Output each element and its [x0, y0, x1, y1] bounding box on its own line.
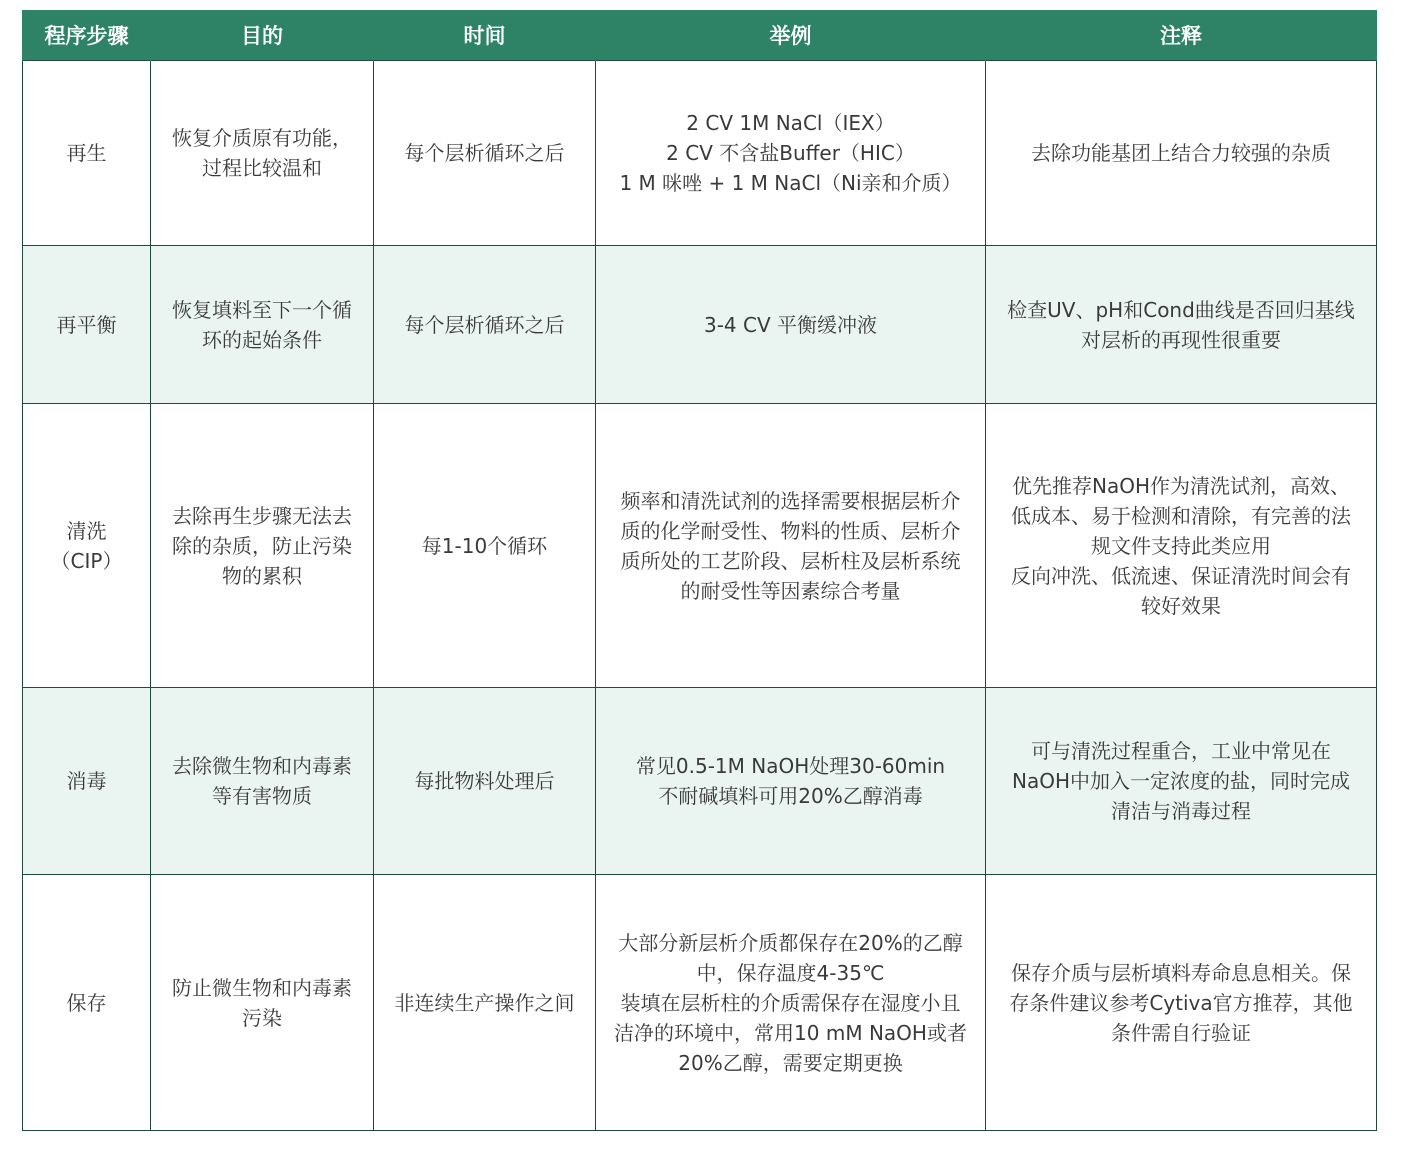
- cell-note: [986, 246, 1377, 404]
- cell-line: 2 CV 不含盐Buffer（HIC）: [666, 141, 915, 165]
- procedure-table: [22, 10, 1377, 1131]
- cell-line: 物的累积: [222, 563, 302, 588]
- cell-line: 恢复填料至下一个循: [172, 297, 352, 322]
- cell-time: [374, 246, 596, 404]
- cell-step: [23, 875, 151, 1131]
- cell-line: 低成本、易于检测和清除，有完善的法: [1011, 503, 1351, 528]
- table-row-cip: [23, 404, 1377, 688]
- cell-purpose: [151, 688, 374, 875]
- cell-line: 再平衡: [56, 312, 117, 337]
- cell-example: [596, 246, 986, 404]
- cell-step: [23, 246, 151, 404]
- cell-line: （CIP）: [50, 548, 123, 573]
- cell-line: 消毒: [66, 769, 107, 793]
- cell-line: 洁净的环境中，常用10 mM NaOH或者: [614, 1020, 967, 1045]
- cell-line: 质所处的工艺阶段、层析柱及层析系统: [620, 548, 961, 573]
- cell-purpose: [151, 404, 374, 688]
- cell-line: 清洗: [66, 518, 107, 543]
- cell-line: 除的杂质，防止污染: [172, 533, 352, 558]
- cell-note: [986, 688, 1377, 875]
- cell-line: 存条件建议参考Cytiva官方推荐，其他: [1009, 990, 1353, 1015]
- cell-line: 条件需自行验证: [1111, 1020, 1251, 1045]
- table-row-storage: [23, 875, 1377, 1131]
- cell-line: 反向冲洗、低流速、保证清洗时间会有: [1011, 563, 1351, 588]
- cell-purpose: [151, 875, 374, 1131]
- cell-line: 的耐受性等因素综合考量: [680, 578, 901, 603]
- cell-time: [374, 61, 596, 246]
- cell-line: 对层析的再现性很重要: [1081, 327, 1281, 352]
- cell-line: 保存介质与层析填料寿命息息相关。保: [1011, 960, 1351, 985]
- cell-line: 清洁与消毒过程: [1111, 799, 1251, 823]
- cell-line: 中，保存温度4-35℃: [696, 960, 885, 985]
- cell-step: [23, 404, 151, 688]
- cell-line: 20%乙醇，需要定期更换: [678, 1050, 903, 1075]
- cell-line: 再生: [66, 141, 107, 165]
- cell-step: [23, 688, 151, 875]
- table-row-regeneration: [23, 61, 1377, 246]
- cell-line: 质的化学耐受性、物料的性质、层析介: [620, 518, 961, 543]
- cell-line: 规文件支持此类应用: [1091, 533, 1271, 558]
- cell-line: 3-4 CV 平衡缓冲液: [703, 312, 878, 337]
- header-row: [23, 10, 1377, 61]
- cell-line: 过程比较温和: [202, 156, 322, 180]
- table-body: [23, 61, 1377, 1131]
- cell-line: 较好效果: [1141, 593, 1221, 618]
- header-purpose: 目的: [151, 10, 374, 61]
- header-example: 举例: [596, 10, 986, 61]
- cell-line: 检查UV、pH和Cond曲线是否回归基线: [1007, 297, 1355, 322]
- cell-line: 每批物料处理后: [414, 769, 555, 793]
- cell-line: 常见0.5-1M NaOH处理30-60min: [635, 754, 946, 778]
- cell-line: 每个层析循环之后: [404, 312, 565, 337]
- cell-line: NaOH中加入一定浓度的盐，同时完成: [1012, 769, 1350, 793]
- cell-line: 非连续生产操作之间: [394, 990, 575, 1015]
- cell-line: 可与清洗过程重合，工业中常见在: [1031, 739, 1331, 763]
- table-row-sanitization: [23, 688, 1377, 875]
- cell-time: [374, 875, 596, 1131]
- cell-line: 2 CV 1M NaCl（IEX）: [686, 111, 895, 135]
- cell-time: [374, 404, 596, 688]
- cell-example: [596, 688, 986, 875]
- cell-purpose: [151, 61, 374, 246]
- cell-line: 保存: [66, 990, 107, 1015]
- cell-line: 去除微生物和内毒素: [172, 754, 352, 778]
- cell-step: [23, 61, 151, 246]
- cell-purpose: [151, 246, 374, 404]
- cell-line: 装填在层析柱的介质需保存在湿度小且: [620, 990, 961, 1015]
- cell-line: 频率和清洗试剂的选择需要根据层析介: [620, 488, 961, 513]
- cell-note: [986, 404, 1377, 688]
- cell-note: [986, 61, 1377, 246]
- cell-line: 去除功能基团上结合力较强的杂质: [1031, 141, 1331, 165]
- cell-line: 每1-10个循环: [421, 533, 548, 558]
- header-time: 时间: [374, 10, 596, 61]
- cell-line: 每个层析循环之后: [404, 141, 565, 165]
- cell-line: 环的起始条件: [202, 327, 322, 352]
- table-row-re-equilibration: [23, 246, 1377, 404]
- cell-example: [596, 875, 986, 1131]
- cell-line: 污染: [242, 1005, 282, 1030]
- cell-line: 1 M 咪唑 + 1 M NaCl（Ni亲和介质）: [619, 171, 962, 195]
- cell-example: [596, 404, 986, 688]
- cell-line: 不耐碱填料可用20%乙醇消毒: [658, 784, 923, 808]
- cell-line: 防止微生物和内毒素: [172, 975, 352, 1000]
- header-step: 程序步骤: [23, 10, 151, 61]
- procedure-table-container: [22, 10, 1376, 1131]
- cell-line: 去除再生步骤无法去: [172, 503, 352, 528]
- cell-line: 恢复介质原有功能，: [172, 126, 352, 150]
- cell-line: 大部分新层析介质都保存在20%的乙醇: [618, 930, 963, 955]
- cell-time: [374, 688, 596, 875]
- cell-line: 优先推荐NaOH作为清洗试剂，高效、: [1012, 473, 1350, 498]
- header-note: 注释: [986, 10, 1377, 61]
- table-header: [23, 10, 1377, 61]
- cell-note: [986, 875, 1377, 1131]
- cell-example: [596, 61, 986, 246]
- cell-line: 等有害物质: [212, 784, 312, 808]
